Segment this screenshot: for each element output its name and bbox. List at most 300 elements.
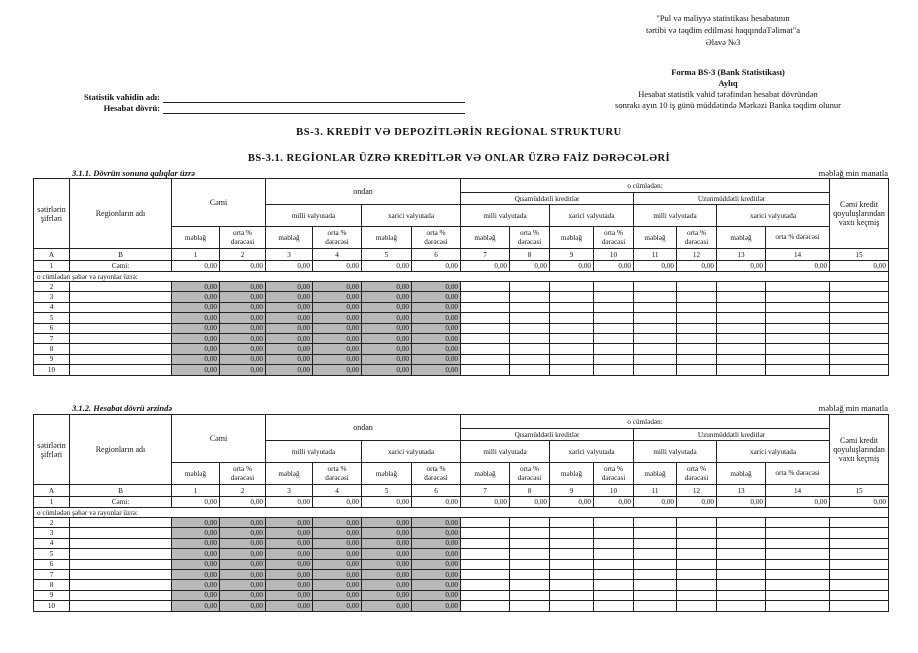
input-cell[interactable] — [594, 333, 634, 343]
value-cell: 0,00 — [362, 302, 412, 312]
value-cell: 0,00 — [266, 518, 313, 528]
input-cell[interactable] — [830, 323, 889, 333]
value-cell: 0,00 — [220, 580, 266, 590]
input-cell[interactable] — [461, 559, 510, 569]
input-cell[interactable] — [594, 313, 634, 323]
input-cell[interactable] — [461, 365, 510, 375]
row-code: 2 — [34, 518, 70, 528]
region-name-cell[interactable] — [70, 313, 172, 323]
input-cell[interactable] — [766, 590, 830, 600]
input-cell[interactable] — [634, 559, 677, 569]
input-cell[interactable] — [717, 365, 766, 375]
column-number: 8 — [510, 249, 550, 261]
value-cell: 0,00 — [266, 302, 313, 312]
value-cell: 0,00 — [362, 538, 412, 548]
input-cell[interactable] — [550, 518, 594, 528]
input-cell[interactable] — [717, 580, 766, 590]
input-cell[interactable] — [550, 354, 594, 364]
value-cell: 0,00 — [362, 518, 412, 528]
input-cell[interactable] — [717, 518, 766, 528]
total-value-cell: 0,00 — [220, 261, 266, 272]
region-name-cell[interactable] — [70, 518, 172, 528]
region-name-cell[interactable] — [70, 549, 172, 559]
input-cell[interactable] — [510, 323, 550, 333]
input-cell[interactable] — [677, 569, 717, 579]
input-cell[interactable] — [461, 569, 510, 579]
input-cell[interactable] — [830, 365, 889, 375]
region-name-cell[interactable] — [70, 538, 172, 548]
input-cell[interactable] — [677, 590, 717, 600]
header-amount: məbləğ — [717, 463, 766, 485]
region-name-cell[interactable] — [70, 344, 172, 354]
column-number: 2 — [220, 485, 266, 497]
header-rate: orta % dərəcəsi — [766, 463, 830, 485]
column-number: 5 — [362, 249, 412, 261]
input-cell[interactable] — [510, 282, 550, 292]
input-cell[interactable] — [717, 282, 766, 292]
input-cell[interactable] — [594, 538, 634, 548]
column-number: 1 — [172, 485, 220, 497]
column-number: 3 — [266, 249, 313, 261]
total-value-cell: 0,00 — [717, 261, 766, 272]
input-cell[interactable] — [830, 580, 889, 590]
input-cell[interactable] — [461, 313, 510, 323]
input-cell[interactable] — [461, 323, 510, 333]
input-cell[interactable] — [510, 292, 550, 302]
input-cell[interactable] — [766, 282, 830, 292]
input-cell[interactable] — [677, 365, 717, 375]
column-number: 7 — [461, 249, 510, 261]
input-cell[interactable] — [594, 580, 634, 590]
value-cell: 0,00 — [313, 518, 362, 528]
region-name-cell[interactable] — [70, 354, 172, 364]
value-cell: 0,00 — [412, 538, 461, 548]
input-cell[interactable] — [677, 559, 717, 569]
header-rate: orta % dərəcəsi — [313, 227, 362, 249]
input-cell[interactable] — [766, 528, 830, 538]
input-cell[interactable] — [550, 580, 594, 590]
input-cell[interactable] — [634, 538, 677, 548]
input-cell[interactable] — [766, 559, 830, 569]
input-cell[interactable] — [550, 302, 594, 312]
input-cell[interactable] — [550, 590, 594, 600]
input-cell[interactable] — [550, 365, 594, 375]
input-cell[interactable] — [634, 344, 677, 354]
column-number: 12 — [677, 485, 717, 497]
input-cell[interactable] — [830, 601, 889, 611]
input-cell[interactable] — [461, 354, 510, 364]
input-cell[interactable] — [717, 559, 766, 569]
total-value-cell: 0,00 — [766, 497, 830, 508]
input-cell[interactable] — [677, 549, 717, 559]
input-cell[interactable] — [766, 538, 830, 548]
input-cell[interactable] — [461, 333, 510, 343]
row-code: 4 — [34, 302, 70, 312]
row-code: 8 — [34, 344, 70, 354]
input-cell[interactable] — [766, 365, 830, 375]
input-cell[interactable] — [510, 569, 550, 579]
table-row — [34, 313, 889, 323]
input-cell[interactable] — [717, 292, 766, 302]
header-rate: orta % dərəcəsi — [220, 227, 266, 249]
input-cell[interactable] — [717, 601, 766, 611]
column-code-row — [34, 249, 889, 261]
unit-name-field[interactable] — [163, 102, 465, 103]
header-foreign-currency: xarici valyutada — [717, 205, 830, 227]
total-row — [34, 261, 889, 272]
input-cell[interactable] — [634, 518, 677, 528]
header-rate: orta % dərəcəsi — [412, 463, 461, 485]
input-cell[interactable] — [766, 333, 830, 343]
value-cell: 0,00 — [172, 590, 220, 600]
input-cell[interactable] — [594, 302, 634, 312]
input-cell[interactable] — [550, 313, 594, 323]
input-cell[interactable] — [550, 538, 594, 548]
header-amount: məbləğ — [362, 227, 412, 249]
input-cell[interactable] — [461, 528, 510, 538]
input-cell[interactable] — [461, 292, 510, 302]
input-cell[interactable] — [677, 302, 717, 312]
table-row — [34, 569, 889, 579]
input-cell[interactable] — [634, 569, 677, 579]
input-cell[interactable] — [510, 354, 550, 364]
total-value-cell: 0,00 — [594, 497, 634, 508]
column-number: 4 — [313, 485, 362, 497]
value-cell: 0,00 — [313, 569, 362, 579]
input-cell[interactable] — [510, 333, 550, 343]
region-name-cell[interactable] — [70, 302, 172, 312]
value-cell: 0,00 — [220, 601, 266, 611]
input-cell[interactable] — [677, 313, 717, 323]
input-cell[interactable] — [677, 323, 717, 333]
value-cell: 0,00 — [266, 282, 313, 292]
value-cell: 0,00 — [266, 601, 313, 611]
input-cell[interactable] — [717, 323, 766, 333]
input-cell[interactable] — [634, 580, 677, 590]
input-cell[interactable] — [594, 590, 634, 600]
column-number: 11 — [634, 485, 677, 497]
input-cell[interactable] — [461, 518, 510, 528]
column-number: 6 — [412, 485, 461, 497]
input-cell[interactable] — [717, 590, 766, 600]
region-name-cell[interactable] — [70, 282, 172, 292]
header-national-currency: milli valyutada — [634, 205, 717, 227]
region-name-cell[interactable] — [70, 323, 172, 333]
region-name-cell[interactable] — [70, 601, 172, 611]
input-cell[interactable] — [766, 313, 830, 323]
table-row — [34, 292, 889, 302]
value-cell: 0,00 — [313, 302, 362, 312]
input-cell[interactable] — [510, 344, 550, 354]
value-cell: 0,00 — [172, 569, 220, 579]
value-cell: 0,00 — [220, 344, 266, 354]
input-cell[interactable] — [634, 590, 677, 600]
input-cell[interactable] — [830, 528, 889, 538]
row-code: 9 — [34, 590, 70, 600]
input-cell[interactable] — [830, 313, 889, 323]
value-cell: 0,00 — [313, 538, 362, 548]
input-cell[interactable] — [677, 354, 717, 364]
column-number: 14 — [766, 249, 830, 261]
value-cell: 0,00 — [266, 528, 313, 538]
input-cell[interactable] — [510, 580, 550, 590]
header-short-term: Qısamüddətli kreditlər — [461, 193, 634, 205]
value-cell: 0,00 — [172, 344, 220, 354]
input-cell[interactable] — [766, 344, 830, 354]
input-cell[interactable] — [677, 580, 717, 590]
region-name-cell[interactable] — [70, 590, 172, 600]
total-row — [34, 497, 889, 508]
input-cell[interactable] — [550, 323, 594, 333]
input-cell[interactable] — [830, 559, 889, 569]
input-cell[interactable] — [830, 292, 889, 302]
input-cell[interactable] — [510, 313, 550, 323]
section-1-unit: məbləğ min manatla — [818, 168, 888, 178]
input-cell[interactable] — [634, 323, 677, 333]
row-code: 7 — [34, 333, 70, 343]
input-cell[interactable] — [634, 365, 677, 375]
header-national-currency: milli valyutada — [266, 205, 362, 227]
header-foreign-currency: xarici valyutada — [550, 441, 634, 463]
input-cell[interactable] — [634, 549, 677, 559]
value-cell: 0,00 — [313, 323, 362, 333]
column-number: 10 — [594, 249, 634, 261]
input-cell[interactable] — [677, 518, 717, 528]
input-cell[interactable] — [594, 528, 634, 538]
input-cell[interactable] — [550, 569, 594, 579]
value-cell: 0,00 — [412, 580, 461, 590]
input-cell[interactable] — [634, 354, 677, 364]
input-cell[interactable] — [510, 518, 550, 528]
total-value-cell: 0,00 — [830, 261, 889, 272]
input-cell[interactable] — [594, 601, 634, 611]
input-cell[interactable] — [594, 344, 634, 354]
section-2-subtitle: 3.1.2. Hesabat dövrü ərzində — [72, 403, 173, 413]
column-number: 15 — [830, 485, 889, 497]
input-cell[interactable] — [766, 569, 830, 579]
row-code: 8 — [34, 580, 70, 590]
value-cell: 0,00 — [266, 313, 313, 323]
value-cell: 0,00 — [412, 282, 461, 292]
header-national-currency: milli valyutada — [461, 441, 550, 463]
value-cell: 0,00 — [313, 313, 362, 323]
value-cell: 0,00 — [362, 590, 412, 600]
input-cell[interactable] — [634, 333, 677, 343]
column-code: A — [34, 485, 70, 497]
value-cell: 0,00 — [266, 323, 313, 333]
input-cell[interactable] — [634, 601, 677, 611]
total-value-cell: 0,00 — [461, 261, 510, 272]
input-cell[interactable] — [830, 302, 889, 312]
value-cell: 0,00 — [362, 333, 412, 343]
input-cell[interactable] — [550, 292, 594, 302]
header-amount: məbləğ — [266, 463, 313, 485]
input-cell[interactable] — [510, 549, 550, 559]
input-cell[interactable] — [594, 292, 634, 302]
input-cell[interactable] — [550, 344, 594, 354]
input-cell[interactable] — [766, 302, 830, 312]
region-name-cell[interactable] — [70, 292, 172, 302]
input-cell[interactable] — [766, 292, 830, 302]
table-row — [34, 601, 889, 611]
input-cell[interactable] — [830, 333, 889, 343]
input-cell[interactable] — [634, 292, 677, 302]
input-cell[interactable] — [510, 601, 550, 611]
input-cell[interactable] — [461, 580, 510, 590]
input-cell[interactable] — [830, 344, 889, 354]
header-amount: məbləğ — [266, 227, 313, 249]
regional-credit-table — [33, 414, 889, 612]
value-cell: 0,00 — [412, 354, 461, 364]
total-value-cell: 0,00 — [313, 497, 362, 508]
input-cell[interactable] — [461, 590, 510, 600]
input-cell[interactable] — [550, 282, 594, 292]
input-cell[interactable] — [461, 549, 510, 559]
value-cell: 0,00 — [362, 549, 412, 559]
value-cell: 0,00 — [220, 292, 266, 302]
input-cell[interactable] — [461, 302, 510, 312]
input-cell[interactable] — [830, 354, 889, 364]
sublabel-row — [34, 508, 889, 518]
input-cell[interactable] — [717, 538, 766, 548]
input-cell[interactable] — [550, 333, 594, 343]
input-cell[interactable] — [830, 538, 889, 548]
input-cell[interactable] — [634, 528, 677, 538]
region-name-cell[interactable] — [70, 528, 172, 538]
header-foreign-currency: xarici valyutada — [550, 205, 634, 227]
section-1-subtitle: 3.1.1. Dövrün sonuna qalıqlar üzrə — [72, 168, 196, 178]
value-cell: 0,00 — [266, 365, 313, 375]
input-cell[interactable] — [510, 365, 550, 375]
input-cell[interactable] — [677, 292, 717, 302]
column-number: 1 — [172, 249, 220, 261]
column-number: 7 — [461, 485, 510, 497]
column-number: 4 — [313, 249, 362, 261]
value-cell: 0,00 — [412, 365, 461, 375]
input-cell[interactable] — [717, 344, 766, 354]
input-cell[interactable] — [594, 569, 634, 579]
input-cell[interactable] — [717, 302, 766, 312]
input-cell[interactable] — [634, 282, 677, 292]
input-cell[interactable] — [510, 302, 550, 312]
input-cell[interactable] — [766, 518, 830, 528]
input-cell[interactable] — [717, 549, 766, 559]
regional-credit-table — [33, 178, 889, 376]
input-cell[interactable] — [594, 365, 634, 375]
input-cell[interactable] — [717, 313, 766, 323]
input-cell[interactable] — [510, 538, 550, 548]
value-cell: 0,00 — [220, 559, 266, 569]
input-cell[interactable] — [830, 549, 889, 559]
input-cell[interactable] — [510, 590, 550, 600]
region-name-cell[interactable] — [70, 559, 172, 569]
input-cell[interactable] — [461, 282, 510, 292]
header-overdue: Cəmi kredit qoyuluşlarından vaxtı keçmiş — [830, 179, 889, 249]
header-overdue: Cəmi kredit qoyuluşlarından vaxtı keçmiş — [830, 415, 889, 485]
input-cell[interactable] — [550, 549, 594, 559]
header-row-codes: sətirlərin şifrləri — [34, 415, 70, 485]
column-number: 6 — [412, 249, 461, 261]
column-number: 5 — [362, 485, 412, 497]
region-name-cell[interactable] — [70, 580, 172, 590]
input-cell[interactable] — [634, 313, 677, 323]
input-cell[interactable] — [550, 559, 594, 569]
input-cell[interactable] — [510, 528, 550, 538]
input-cell[interactable] — [461, 344, 510, 354]
input-cell[interactable] — [677, 528, 717, 538]
input-cell[interactable] — [677, 333, 717, 343]
input-cell[interactable] — [594, 323, 634, 333]
input-cell[interactable] — [461, 601, 510, 611]
input-cell[interactable] — [766, 549, 830, 559]
input-cell[interactable] — [550, 601, 594, 611]
input-cell[interactable] — [634, 302, 677, 312]
region-name-cell[interactable] — [70, 365, 172, 375]
value-cell: 0,00 — [172, 528, 220, 538]
input-cell[interactable] — [510, 559, 550, 569]
input-cell[interactable] — [766, 354, 830, 364]
region-name-cell[interactable] — [70, 569, 172, 579]
total-value-cell: 0,00 — [266, 261, 313, 272]
input-cell[interactable] — [766, 580, 830, 590]
input-cell[interactable] — [594, 282, 634, 292]
header-national-currency: milli valyutada — [266, 441, 362, 463]
input-cell[interactable] — [594, 559, 634, 569]
value-cell: 0,00 — [220, 538, 266, 548]
input-cell[interactable] — [830, 282, 889, 292]
region-name-cell[interactable] — [70, 333, 172, 343]
input-cell[interactable] — [766, 601, 830, 611]
input-cell[interactable] — [717, 569, 766, 579]
row-code: 9 — [34, 354, 70, 364]
period-field[interactable] — [163, 113, 465, 114]
value-cell: 0,00 — [172, 354, 220, 364]
input-cell[interactable] — [677, 344, 717, 354]
value-cell: 0,00 — [220, 365, 266, 375]
table-row — [34, 518, 889, 528]
input-cell[interactable] — [766, 323, 830, 333]
input-cell[interactable] — [717, 528, 766, 538]
input-cell[interactable] — [717, 333, 766, 343]
header-amount: məbləğ — [461, 463, 510, 485]
input-cell[interactable] — [461, 538, 510, 548]
input-cell[interactable] — [830, 569, 889, 579]
total-value-cell: 0,00 — [510, 497, 550, 508]
header-row — [34, 179, 889, 193]
header-total: Cəmi — [172, 179, 266, 227]
value-cell: 0,00 — [362, 580, 412, 590]
input-cell[interactable] — [677, 538, 717, 548]
table-row — [34, 549, 889, 559]
appendix-reference — [603, 12, 843, 48]
value-cell: 0,00 — [220, 549, 266, 559]
table-row — [34, 590, 889, 600]
total-value-cell: 0,00 — [461, 497, 510, 508]
header-amount: məbləğ — [550, 463, 594, 485]
column-code-row — [34, 485, 889, 497]
input-cell[interactable] — [677, 282, 717, 292]
input-cell[interactable] — [677, 601, 717, 611]
total-value-cell: 0,00 — [266, 497, 313, 508]
column-number: 12 — [677, 249, 717, 261]
input-cell[interactable] — [717, 354, 766, 364]
input-cell[interactable] — [594, 549, 634, 559]
input-cell[interactable] — [550, 528, 594, 538]
input-cell[interactable] — [830, 518, 889, 528]
input-cell[interactable] — [830, 590, 889, 600]
input-cell[interactable] — [594, 518, 634, 528]
input-cell[interactable] — [594, 354, 634, 364]
